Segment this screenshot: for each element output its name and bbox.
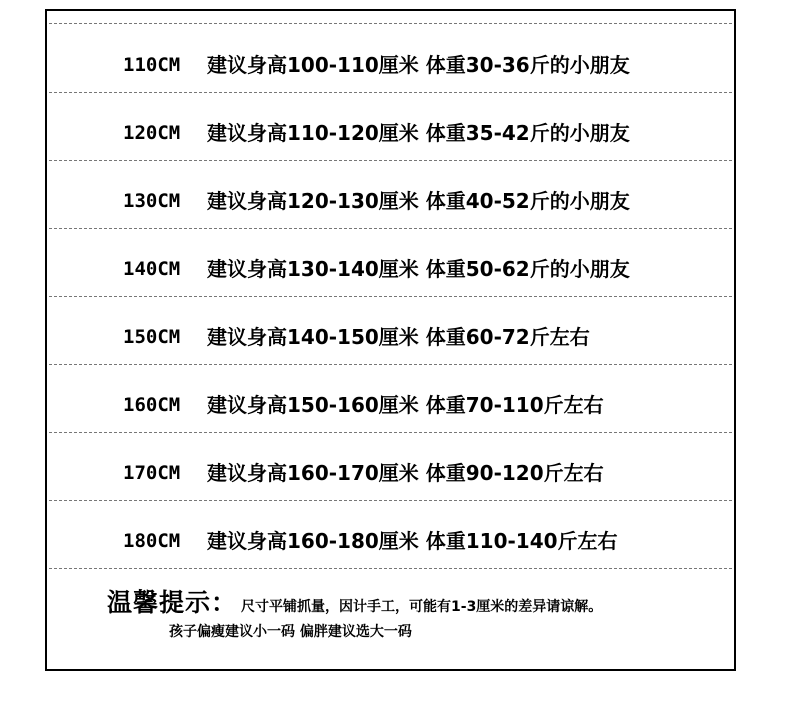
size-row-180 [47, 527, 734, 555]
size-label: 140CM [123, 258, 181, 280]
divider [49, 23, 732, 24]
size-description: 建议身高110-120厘米 体重35-42斤的小朋友 [207, 121, 630, 145]
size-description: 建议身高160-180厘米 体重110-140斤左右 [207, 529, 618, 553]
divider [49, 364, 732, 365]
size-label: 120CM [123, 122, 181, 144]
tip-text: 尺寸平铺抓量，因计手工，可能有1-3厘米的差异请谅解。 [241, 599, 603, 615]
divider [49, 568, 732, 569]
divider [49, 228, 732, 229]
size-description: 建议身高120-130厘米 体重40-52斤的小朋友 [207, 189, 630, 213]
size-description: 建议身高140-150厘米 体重60-72斤左右 [207, 325, 590, 349]
size-row-150 [47, 323, 734, 351]
size-row-160 [47, 391, 734, 419]
size-description: 建议身高100-110厘米 体重30-36斤的小朋友 [207, 53, 630, 77]
size-label: 180CM [123, 530, 181, 552]
size-chart-frame [45, 9, 736, 671]
size-row-140 [47, 255, 734, 283]
size-label: 130CM [123, 190, 181, 212]
tip-line-1 [107, 583, 602, 619]
divider [49, 92, 732, 93]
divider [49, 296, 732, 297]
size-description: 建议身高150-160厘米 体重70-110斤左右 [207, 393, 604, 417]
divider [49, 160, 732, 161]
tip-line-2: 孩子偏瘦建议小一码 偏胖建议选大一码 [169, 624, 412, 640]
size-label: 110CM [123, 54, 181, 76]
size-row-120 [47, 119, 734, 147]
divider [49, 432, 732, 433]
size-description: 建议身高130-140厘米 体重50-62斤的小朋友 [207, 257, 630, 281]
divider [49, 500, 732, 501]
size-row-130 [47, 187, 734, 215]
size-description: 建议身高160-170厘米 体重90-120斤左右 [207, 461, 604, 485]
size-label: 150CM [123, 326, 181, 348]
size-row-170 [47, 459, 734, 487]
size-row-110 [47, 51, 734, 79]
size-label: 170CM [123, 462, 181, 484]
tip-title: 温馨提示： [107, 588, 238, 617]
size-label: 160CM [123, 394, 181, 416]
